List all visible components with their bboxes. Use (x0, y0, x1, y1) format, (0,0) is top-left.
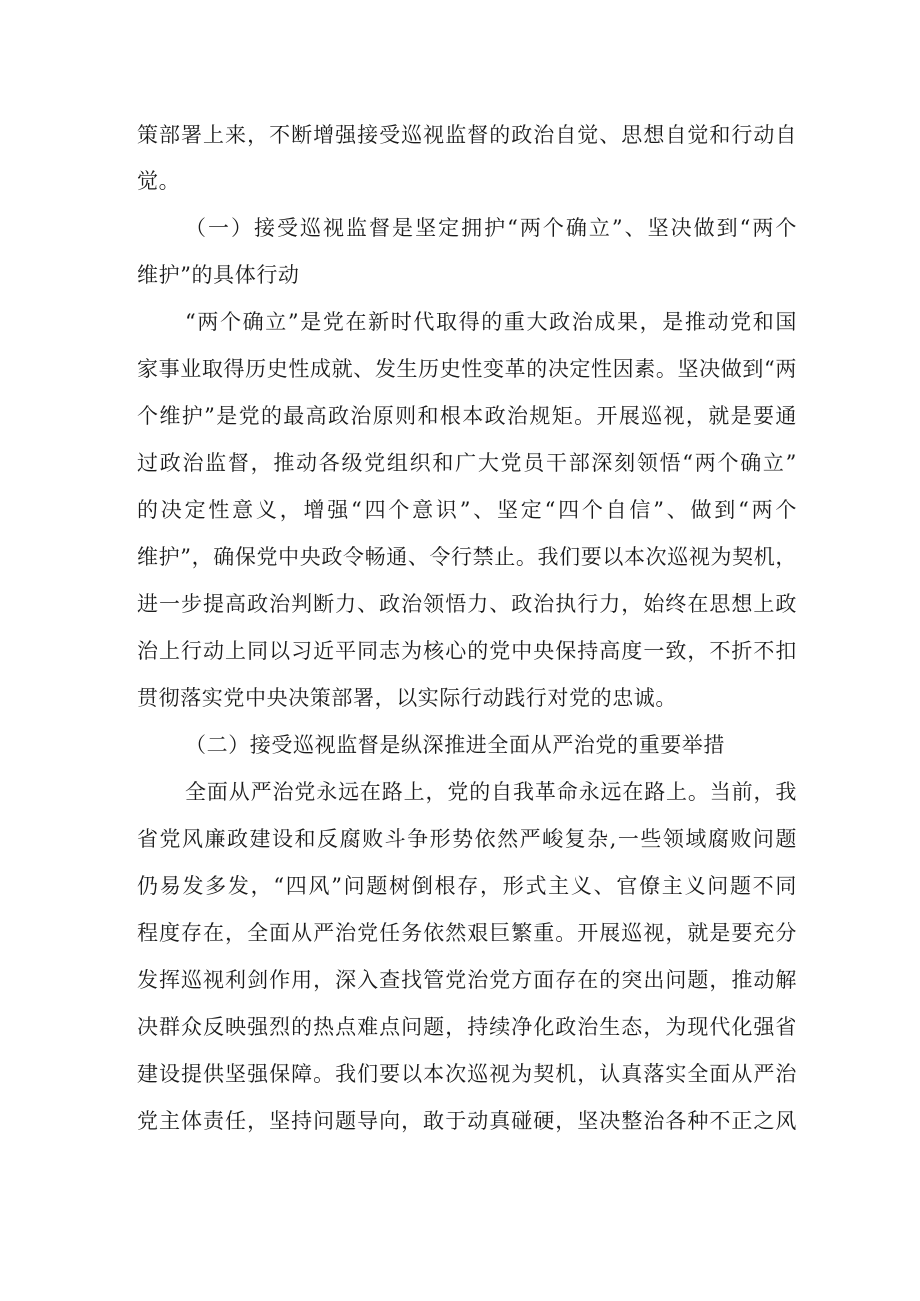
paragraph-line: 治上行动上同以习近平同志为核心的党中央保持高度一致，不折不扣 (137, 639, 797, 663)
paragraph-line: 维护”，确保党中央政令畅通、令行禁止。我们要以本次巡视为契机， (137, 545, 797, 569)
paragraph-line: 发挥巡视利剑作用，深入查找管党治党方面存在的突出问题，推动解 (137, 968, 797, 992)
paragraph-line: 觉。 (137, 169, 181, 193)
section-heading-1: （一）接受巡视监督是坚定拥护“两个确立”、坚决做到“两个 (185, 216, 797, 240)
paragraph-line: 策部署上来，不断增强接受巡视监督的政治自觉、思想自觉和行动自 (137, 123, 797, 147)
section-heading-1-continued: 维护”的具体行动 (137, 263, 300, 287)
paragraph-line: 全面从严治党永远在路上，党的自我革命永远在路上。当前，我 (185, 780, 797, 804)
paragraph-line: 个维护”是党的最高政治原则和根本政治规矩。开展巡视，就是要通 (137, 404, 797, 428)
paragraph-line: “两个确立”是党在新时代取得的重大政治成果，是推动党和国 (185, 310, 797, 334)
paragraph-line: 贯彻落实党中央决策部署，以实际行动践行对党的忠诚。 (137, 686, 677, 710)
paragraph-line: 家事业取得历史性成就、发生历史性变革的决定性因素。坚决做到“两 (137, 357, 797, 381)
paragraph-line: 的决定性意义，增强“四个意识”、坚定“四个自信”、做到“两个 (137, 498, 797, 522)
section-heading-2: （二）接受巡视监督是纵深推进全面从严治党的重要举措 (185, 733, 725, 757)
paragraph-line: 党主体责任，坚持问题导向，敢于动真碰硬，坚决整治各种不正之风 (137, 1109, 797, 1133)
paragraph-line: 省党风廉政建设和反腐败斗争形势依然严峻复杂,一些领域腐败问题 (137, 827, 797, 851)
paragraph-line: 仍易发多发，“四风”问题树倒根存，形式主义、官僚主义问题不同 (137, 874, 797, 898)
paragraph-line: 进一步提高政治判断力、政治领悟力、政治执行力，始终在思想上政 (137, 592, 797, 616)
paragraph-line: 建设提供坚强保障。我们要以本次巡视为契机，认真落实全面从严治 (137, 1062, 797, 1086)
paragraph-line: 决群众反映强烈的热点难点问题，持续净化政治生态，为现代化强省 (137, 1015, 797, 1039)
paragraph-line: 程度存在，全面从严治党任务依然艰巨繁重。开展巡视，就是要充分 (137, 921, 797, 945)
paragraph-line: 过政治监督，推动各级党组织和广大党员干部深刻领悟“两个确立” (137, 451, 797, 475)
